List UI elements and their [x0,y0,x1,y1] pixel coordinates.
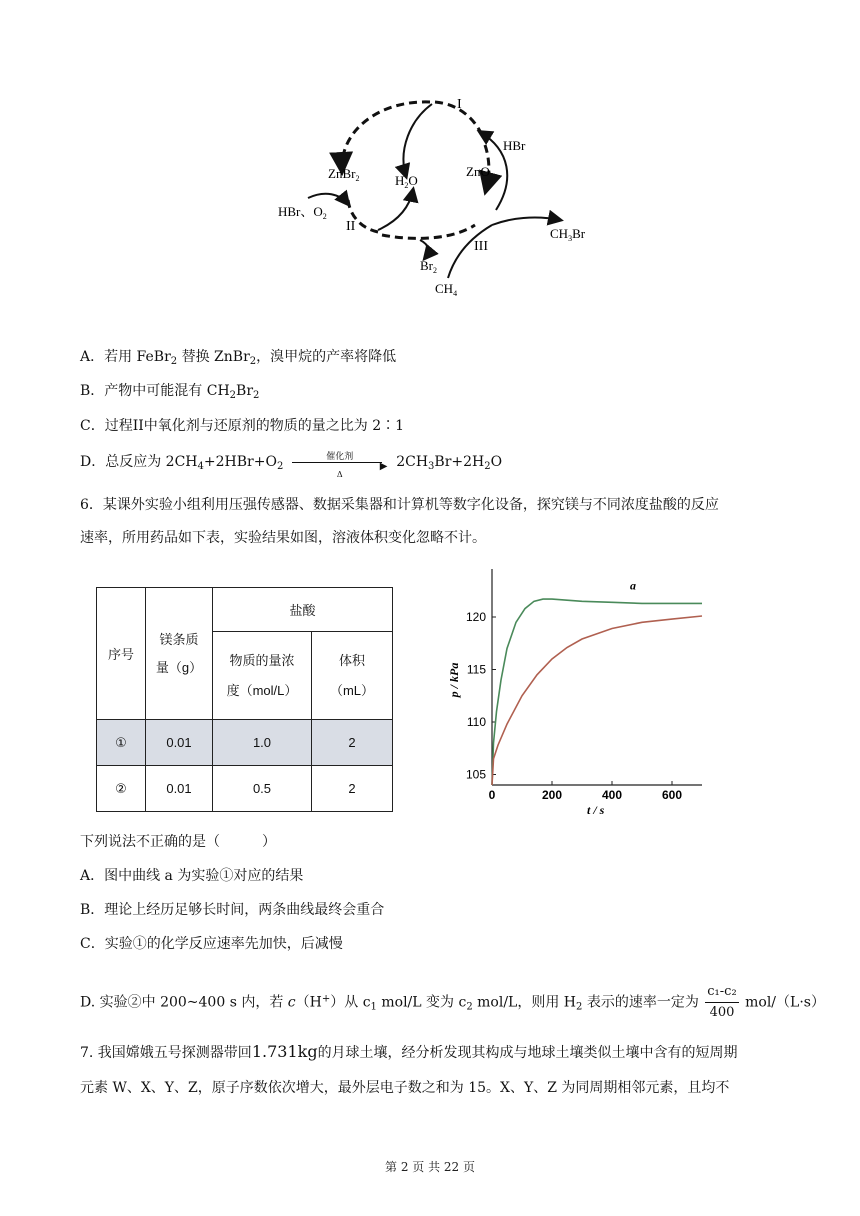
series-label-a: a [630,578,636,593]
th-hcl: 盐酸 [213,588,393,632]
label-III: III [474,239,488,254]
label-CH4: $CH_4$ [435,281,458,298]
x-tick-label: 200 [541,788,563,802]
x-tick-label: 0 [488,788,496,802]
catalyst-arrow: 催化剂 ▶ Δ [292,452,388,472]
label-ZnO: ZnO [466,164,490,179]
arrow-to-CH3Br [492,218,560,225]
th-index: 序号 [97,588,146,720]
y-tick-label: 120 [465,610,486,624]
q5-option-b: B．产物中可能混有 $CH_2Br_2$ [80,383,260,401]
label-HBr: HBr [503,138,526,153]
series-line-1 [492,599,702,785]
arrow-II-to-H2O [378,190,413,230]
rate-fraction: $\frac{\text{c₁-c₂}}{400}$ [707,984,737,1020]
q6-option-d: D. 实验②中 200~400 s 内，若 c（H+）从 $c_1$ mol/L 变为 $c_2$ mol/L，则用 $H_2$ 表示的速率一定为 $\frac{\text{c₁-c₂}}{400}$ mol/（L·s） [80,982,825,1023]
arrow-I-to-H2O [404,104,432,176]
q6-stem-line1: 6．某课外实验小组利用压强传感器、数据采集器和计算机等数字化设备，探究镁与不同浓度盐酸的反应 [80,497,719,513]
reaction-cycle-diagram [270,90,610,305]
q6-option-a: A．图中曲线 a 为实验①对应的结果 [80,868,304,884]
cycle-dashed-arc-bottom [382,225,475,238]
y-tick-label: 110 [466,715,486,729]
q5-option-a: A．若用 FeBr$_2$ 替换 ZnBr$_2$，溴甲烷的产率将降低 [80,349,397,367]
arrow-to-Br2 [420,240,428,258]
x-tick-label: 400 [601,788,623,802]
q6-question: 下列说法不正确的是（ ） [80,834,276,850]
x-axis-label: t / s [587,803,605,815]
q5-option-c: C．过程II中氧化剂与还原剂的物质的量之比为 2∶1 [80,418,405,434]
q5-option-d: D．总反应为 $2CH_4+2HBr+O_2$ 催化剂 ▶ Δ $2CH_3Br+2H_2O$ [80,452,503,479]
q6-stem-line2: 速率，所用药品如下表，实验结果如图，溶液体积变化忽略不计。 [80,530,486,546]
label-ZnBr2: ZnBr$_2$ [328,166,360,183]
y-axis-label: p / kPa [447,662,461,698]
cycle-dashed-arc-left [342,102,430,170]
series-line-2 [492,616,702,785]
th-conc: 物质的量浓 度（mol/L） [213,632,312,720]
q7-line2: 元素 W、X、Y、Z，原子序数依次增大，最外层电子数之和为 15。X、Y、Z 为同周期相邻元素，且均不 [80,1080,730,1096]
arrow-HBrO2-to-II [308,194,348,204]
label-I: I [457,97,462,112]
label-Br2: $Br_2$ [420,258,437,275]
label-H2O: $H_2O$ [395,173,418,190]
pressure-time-chart [440,565,710,815]
label-CH3Br: $CH_3Br$ [550,226,586,243]
q6-option-b: B．理论上经历足够长时间，两条曲线最终会重合 [80,902,385,918]
label-HBr-O2: HBr、$O_2$ [278,204,327,221]
table-row: ② 0.01 0.5 2 [97,766,393,812]
reagent-table [96,587,393,812]
q6-option-c: C．实验①的化学反应速率先加快，后减慢 [80,936,343,952]
th-mass: 镁条质 量（g） [146,588,213,720]
q7-line1: 7. 我国嫦娥五号探测器带回1.731kg的月球土壤，经分析发现其构成与地球土壤类似土壤中含有的短周期 [80,1042,738,1061]
page-footer: 第 2 页 共 22 页 [385,1160,475,1174]
y-tick-label: 105 [465,767,486,782]
x-tick-label: 600 [661,788,683,802]
th-vol: 体积 （mL） [312,632,393,720]
y-tick-label: 115 [466,662,486,677]
table-row: ① 0.01 1.0 2 [97,720,393,766]
label-II: II [346,219,356,234]
